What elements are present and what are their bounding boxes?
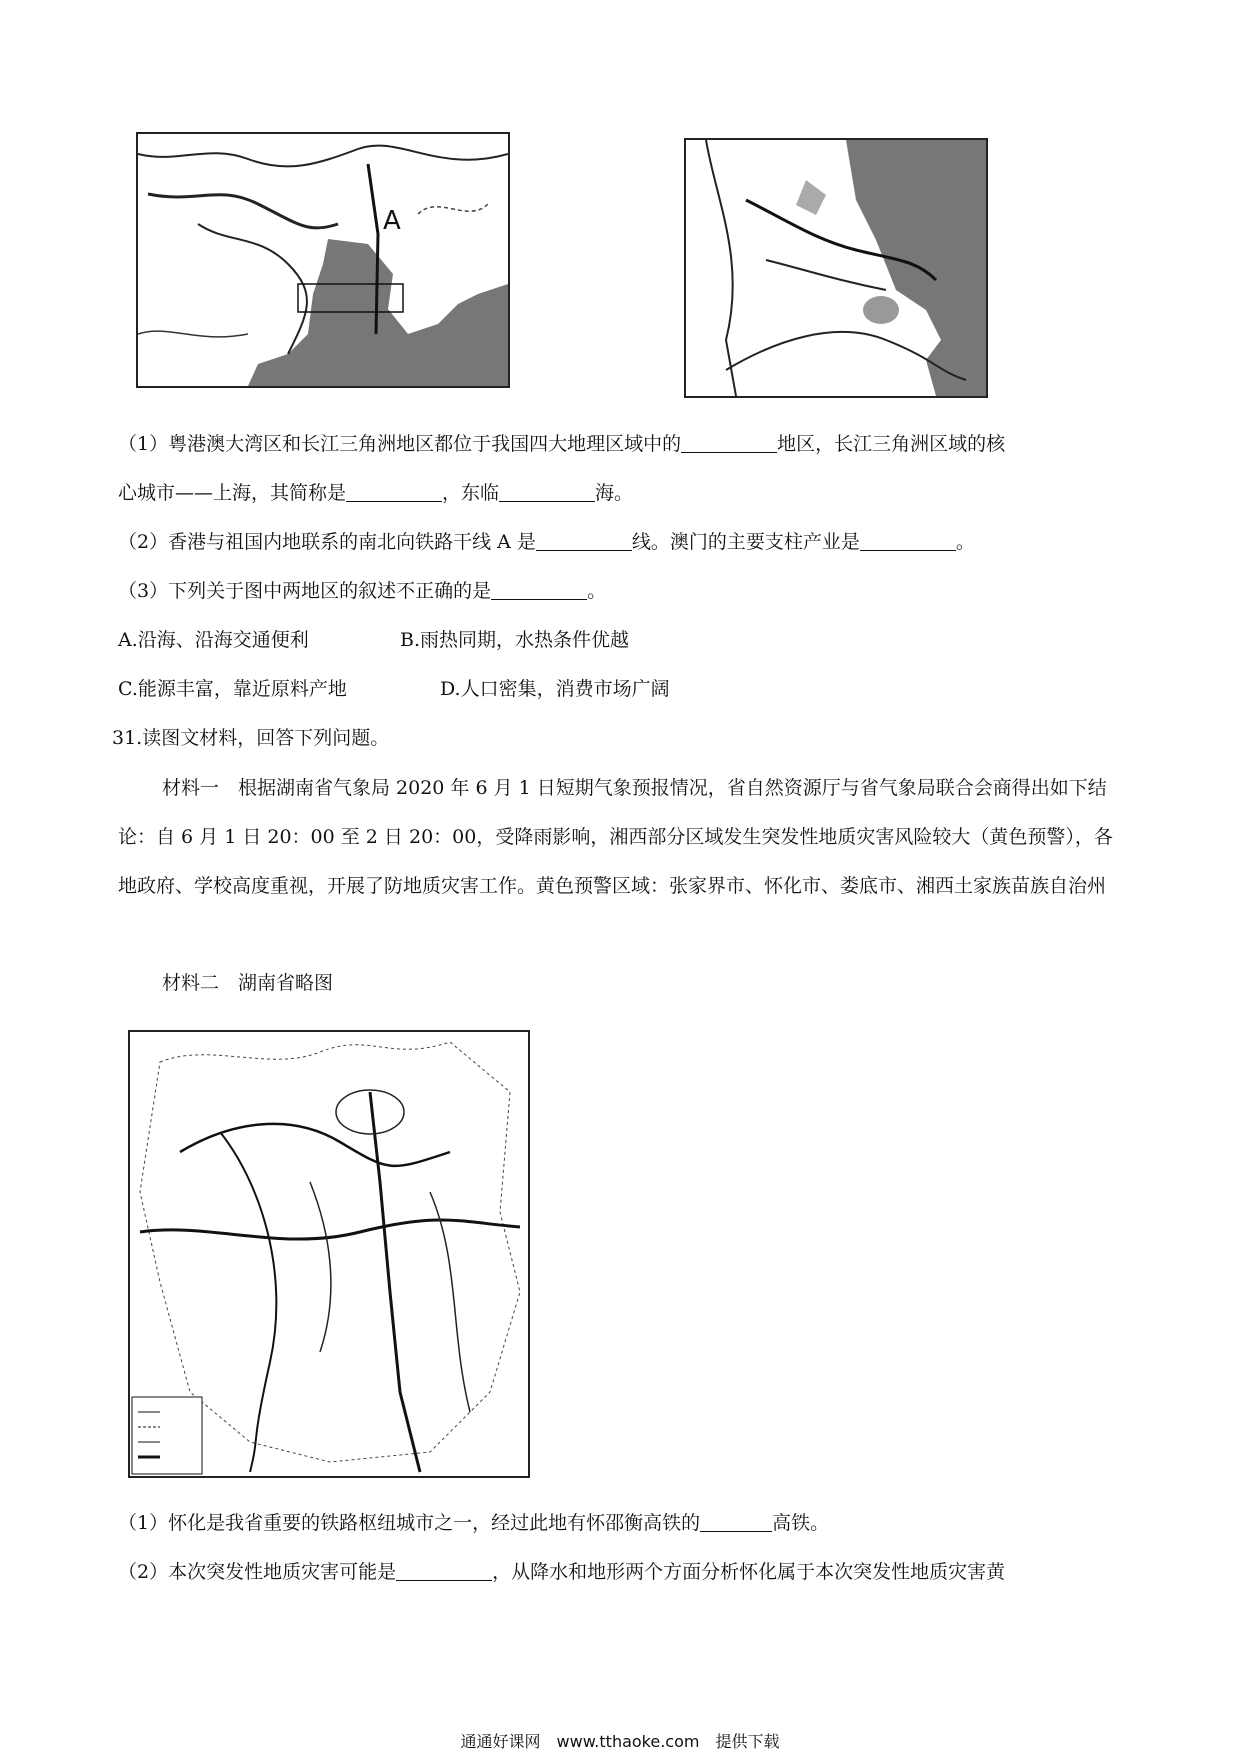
answer-blank[interactable]	[346, 483, 442, 502]
q1-line4: （3）下列关于图中两地区的叙述不正确的是 。	[118, 580, 607, 602]
answer-blank[interactable]	[860, 532, 956, 551]
hunan-province-map	[128, 1030, 530, 1478]
q31-material1: 材料一 根据湖南省气象局 2020 年 6 月 1 日短期气象预报情况，省自然资源厅与省气象局联合会商得出如下结论：自 6 月 1 日 20：00 至 2 日 20：00，受降雨影响，湘西部分区域发生突发性地质灾害风险较大（黄色预警），各地政府、学校高度重视，开展了防地质灾害工作。黄色预警区域：张家界市、怀化市、娄底市、湘西土家族苗族自治州	[118, 777, 1113, 897]
q1-line3: （2）香港与祖国内地联系的南北向铁路干线 A 是 线。澳门的主要支柱产业是 。	[118, 531, 975, 553]
option-d: D.人口密集，消费市场广阔	[440, 678, 670, 700]
q1-options-row2	[118, 676, 670, 702]
option-b: B.雨热同期，水热条件优越	[400, 629, 630, 651]
q31-sub2: （2）本次突发性地质灾害可能是 ，从降水和地形两个方面分析怀化属于本次突发性地质灾害黄	[118, 1561, 1006, 1583]
answer-blank[interactable]	[536, 532, 632, 551]
answer-blank[interactable]	[700, 1513, 772, 1532]
option-c: C.能源丰富，靠近原料产地	[118, 678, 347, 700]
q1-options-row1	[118, 627, 630, 653]
answer-blank[interactable]	[499, 483, 595, 502]
answer-blank[interactable]	[681, 434, 777, 453]
greater-bay-area-map	[136, 132, 510, 388]
q31-heading: 31.读图文材料，回答下列问题。	[112, 727, 390, 749]
yangtze-delta-map	[684, 138, 988, 398]
answer-blank[interactable]	[396, 1562, 492, 1581]
q31-material2-title: 材料二 湖南省略图	[162, 972, 334, 994]
q31-sub1: （1）怀化是我省重要的铁路枢纽城市之一，经过此地有怀邵衡高铁的 高铁。	[118, 1512, 830, 1534]
railway-label-a: A	[383, 206, 401, 236]
answer-blank[interactable]	[491, 581, 587, 600]
option-a: A.沿海、沿海交通便利	[118, 629, 309, 651]
page-footer: 通通好课网 www.tthaoke.com 提供下载	[460, 1732, 780, 1751]
q1-line1: （1）粤港澳大湾区和长江三角洲地区都位于我国四大地理区域中的 地区，长江三角洲区域的核	[118, 433, 1006, 455]
q1-line2: 心城市——上海，其简称是 ，东临 海。	[118, 482, 634, 504]
